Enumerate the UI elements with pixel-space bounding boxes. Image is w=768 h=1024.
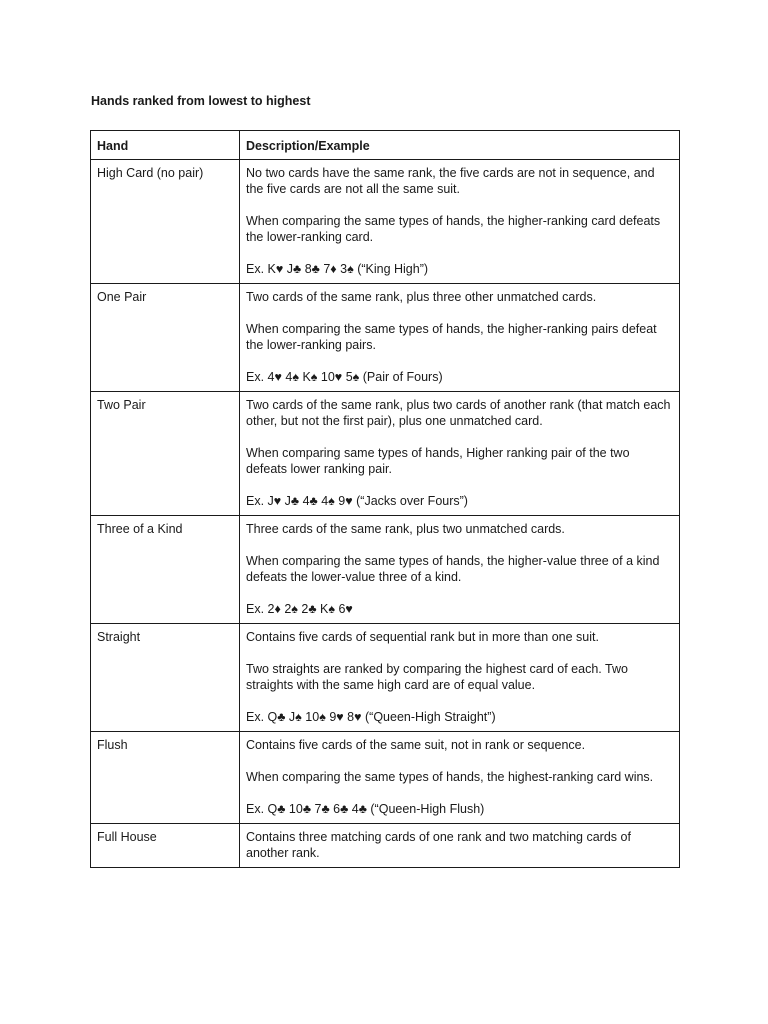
table-row bbox=[91, 824, 680, 868]
description-paragraph: When comparing the same types of hands, the higher-ranking pairs defeat the lower-ranking pairs. bbox=[246, 322, 657, 352]
description-paragraph: Two straights are ranked by comparing the highest card of each. Two straights with the same high card are of equal value. bbox=[246, 662, 628, 692]
description-paragraph: When comparing same types of hands, Higher ranking pair of the two defeats lower ranking pair. bbox=[246, 446, 630, 476]
description-paragraph: Contains five cards of the same suit, not in rank or sequence. bbox=[246, 738, 586, 752]
description-cell bbox=[240, 392, 680, 516]
example-paragraph: Ex. 4♥ 4♠ K♠ 10♥ 5♠ (Pair of Fours) bbox=[246, 370, 443, 384]
description-paragraph: Two cards of the same rank, plus two cards of another rank (that match each other, but not the first pair), plus one unmatched card. bbox=[246, 398, 671, 428]
header-description: Description/Example bbox=[240, 131, 680, 160]
description-paragraph: When comparing the same types of hands, the highest-ranking card wins. bbox=[246, 770, 654, 784]
hand-name-cell: Straight bbox=[91, 624, 240, 732]
description-paragraph: Contains three matching cards of one rank and two matching cards of another rank. bbox=[246, 830, 631, 860]
description-paragraph: When comparing the same types of hands, the higher-value three of a kind defeats the lower-value three of a kind. bbox=[246, 554, 660, 584]
table-row bbox=[91, 392, 680, 516]
example-paragraph: Ex. Q♣ 10♣ 7♣ 6♣ 4♣ (“Queen-High Flush) bbox=[246, 802, 485, 816]
description-cell bbox=[240, 624, 680, 732]
example-paragraph: Ex. 2♦ 2♠ 2♣ K♠ 6♥ bbox=[246, 602, 353, 616]
hand-name-cell: Full House bbox=[91, 824, 240, 868]
table-row bbox=[91, 516, 680, 624]
page-title: Hands ranked from lowest to highest bbox=[91, 94, 311, 108]
example-paragraph: Ex. J♥ J♣ 4♣ 4♠ 9♥ (“Jacks over Fours”) bbox=[246, 494, 468, 508]
table-row bbox=[91, 160, 680, 284]
header-hand: Hand bbox=[91, 131, 240, 160]
hand-name-cell: Two Pair bbox=[91, 392, 240, 516]
hand-name-cell: High Card (no pair) bbox=[91, 160, 240, 284]
table-row bbox=[91, 732, 680, 824]
description-cell bbox=[240, 516, 680, 624]
hand-rankings-table bbox=[90, 130, 680, 868]
description-paragraph: Three cards of the same rank, plus two unmatched cards. bbox=[246, 522, 565, 536]
table-row bbox=[91, 624, 680, 732]
description-paragraph: No two cards have the same rank, the five cards are not in sequence, and the five cards are not all the same suit. bbox=[246, 166, 655, 196]
description-cell bbox=[240, 284, 680, 392]
description-paragraph: When comparing the same types of hands, the higher-ranking card defeats the lower-ranking card. bbox=[246, 214, 661, 244]
description-cell bbox=[240, 160, 680, 284]
hand-name-cell: Flush bbox=[91, 732, 240, 824]
description-paragraph: Contains five cards of sequential rank but in more than one suit. bbox=[246, 630, 599, 644]
description-cell bbox=[240, 732, 680, 824]
example-paragraph: Ex. K♥ J♣ 8♣ 7♦ 3♠ (“King High”) bbox=[246, 262, 429, 276]
example-paragraph: Ex. Q♣ J♠ 10♠ 9♥ 8♥ (“Queen-High Straight”) bbox=[246, 710, 496, 724]
table-header-row bbox=[91, 131, 680, 160]
hand-name-cell: One Pair bbox=[91, 284, 240, 392]
hand-name-cell: Three of a Kind bbox=[91, 516, 240, 624]
description-cell bbox=[240, 824, 680, 868]
table-row bbox=[91, 284, 680, 392]
description-paragraph: Two cards of the same rank, plus three other unmatched cards. bbox=[246, 290, 597, 304]
